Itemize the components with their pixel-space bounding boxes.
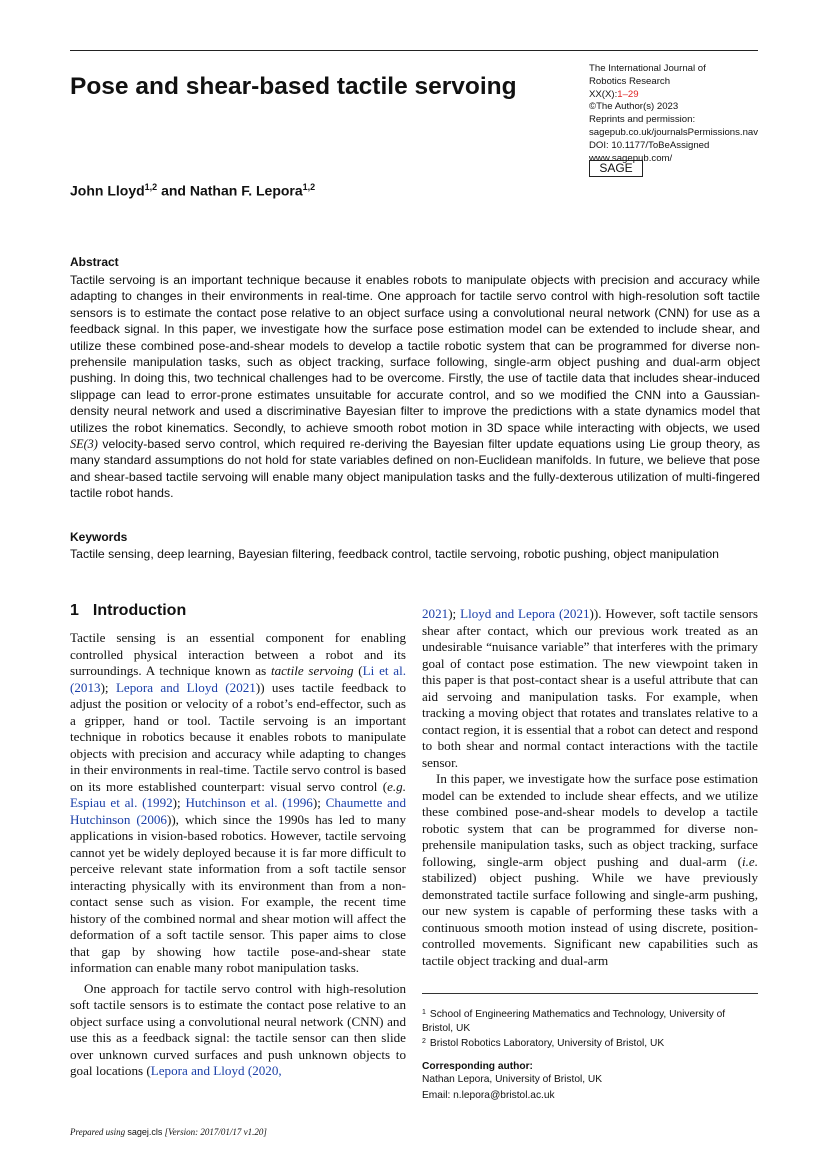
footnote-affiliation-2: $^2$ Bristol Robotics Laboratory, University of Bristol, UK [422,1038,665,1050]
journal-reprints: Reprints and permission: [589,114,696,126]
publisher-logo: SAGE [589,160,643,177]
citation-link[interactable]: Lepora and Lloyd (2020, [150,1063,282,1078]
footnote-rule [422,993,758,994]
citation-link[interactable]: Li et al. (2013 [70,663,407,695]
paragraph: One approach for tactile servo control with high-resolution soft tactile sensors is to estimate the contact pose relative to an object surface using a convolutional neural network (CNN) and use this as a feedback signal: the tactile sensor can then slide over unknown curved surfaces and push unknown objects to goal locations (Lepora and Lloyd (2020, [70,980,406,1078]
footnote-affiliation-1: $^1$ School of Engineering Mathematics and Technology, University of Bristol, UK [422,1009,726,1034]
keywords-heading: Keywords [70,530,128,544]
abstract-body: Tactile servoing is an important technique because it enables robots to manipulate objects with precision and accuracy while adapting to changes in their environments in real-time. One approach for tactile servo control with high-resolution soft tactile sensors is to estimate the contact pose relative to an object surface using a convolutional neural network (CNN) for use as a feedback signal. In this paper, we investigate how the surface pose estimation model can be extended to include shear, and utilize these combined pose-and-shear models to develop a tactile robotic system that can be programmed for diverse non-prehensile manipulation tasks, such as object tracking, surface following, single-arm object pushing and dual-arm object pushing. In doing this, two technical challenges had to be overcome. Firstly, the use of tactile data that includes shear-induced slippage can lead to error-prone estimates unsuitable for accurate control, and so we modified the CNN into a Gaussian-density neural network and used a discriminative Bayesian filter to improve the predictions with a state dynamics model that utilizes the robot kinematics. Secondly, to achieve smooth robot motion in 3D space while interacting with objects, we used SE(3) velocity-based servo control, which required re-deriving the Bayesian filter update equations using Lie group theory, as many standard assumptions do not hold for state variables defined on non-Euclidean manifolds. In future, we believe that pose and shear-based tactile servoing will enable many object manipulation tasks and the fully-dexterous utilization of multi-fingered tactile robot hands. [70,273,760,501]
arxiv-stamp [4,362,38,862]
left-column [70,630,406,1080]
corresponding-author-name: Nathan Lepora, University of Bristol, UK [422,1074,603,1086]
author-list [70,182,315,199]
abstract-heading: Abstract [70,255,119,269]
paragraph: In this paper, we investigate how the surface pose estimation model can be extended to include shear effects, and we utilize these combined pose-and-shear models to develop a tactile robotic system that can be programmed for diverse non-prehensile manipulation tasks, such as object tracking, surface following, single-arm object pushing and dual-arm (i.e. stabilized) object pushing. While we have previously demonstrated tactile surface following and single-arm pushing, our new system is capable of performing these tasks with a continuous smooth motion instead of using discrete, position-controlled movements. Significant new capabilities such as tactile object tracking and dual-arm [422,771,758,968]
journal-website: www.sagepub.com/ [589,152,673,164]
citation-link[interactable]: Lepora and Lloyd (2021 [115,679,256,695]
journal-volume: XX(X):1–29 [589,88,639,100]
journal-permissions-url: sagepub.co.uk/journalsPermissions.nav [589,126,759,138]
keywords-body: Tactile sensing, deep learning, Bayesian filtering, feedback control, tactile servoing, robotic pushing, object manipulation [70,547,719,561]
paragraph: 2021); Lloyd and Lepora (2021)). However, soft tactile sensors shear after contact, which our previous work treated as an undesirable “nuisance variable” that interferes with the primary goal of contact pose estimation. The new viewpoint taken in this paper is that post-contact shear is a useful attribute that can aid servoing and manipulation tasks. For example, when tracking a moving object that rotates and translates relative to a contact region, it is essential that a robot can detect and respond to both shear and normal contact interactions with the tactile sensor. [422,606,758,770]
journal-pages-link[interactable]: 1–29 [617,88,639,100]
journal-copyright: ©The Author(s) 2023 [589,101,679,113]
arxiv-stamp-text [0,0,1,309]
corresponding-author-email[interactable]: Email: n.lepora@bristol.ac.uk [422,1089,555,1101]
section-title: Introduction [92,602,187,619]
right-column [422,606,758,969]
citation-link[interactable]: 2021 [422,606,449,621]
prepared-using-note: Prepared using sagej.cls [Version: 2017/01/17 v1.20] [70,1127,267,1137]
math-se3: SE(3) [70,437,98,452]
paragraph: Tactile sensing is an essential component for enabling controlled physical interaction between a robot and its surroundings. A technique known as tactile servoing (Li et al. (2013); Lepora and Lloyd (2021)) uses tactile feedback to adjust the position or velocity of a robot’s end-effector, such as a gripper, hand or tool. Tactile servoing is an important technique in robotics because it enables robots to manipulate objects with precision and accuracy while adapting to changes in their environments in real-time. Tactile servo control is based on its more established counterpart: visual servo control (e.g. Espiau et al. (1992); Hutchinson et al. (1996); Chaumette and Hutchinson (2006)), which since the 1990s has led to many applications in vision-based robotics. However, tactile servoing cannot yet be widely deployed because it is far more difficult to perceive relevant state information from a soft tactile sensor interacting physically with its environment than from a non-contact sense such as vision. For example, the recent time history of the combined normal and shear motion will affect the deformation of a soft tactile sensor. This paper aims to close that gap by showing how tactile pose-and-shear state information can enable many robot manipulation tasks. [70,630,407,975]
author-affiliation-mark: 1,2 [144,182,158,192]
header-rule [70,50,758,51]
journal-doi: DOI: 10.1177/ToBeAssigned [589,139,710,151]
citation-link[interactable]: Espiau et al. (1992 [70,795,173,810]
paper-title: Pose and shear-based tactile servoing [70,73,517,100]
author-name: John Lloyd [70,182,145,199]
author-affiliation-mark: 1,2 [302,182,316,192]
journal-info [589,63,769,165]
citation-link[interactable]: Chaumette and Hutchinson (2006 [70,795,407,827]
corresponding-author-heading: Corresponding author: [422,1060,533,1072]
citation-link[interactable]: Hutchinson et al. (1996 [185,795,313,810]
citation-link[interactable]: Lloyd and Lepora (2021 [460,606,590,621]
journal-name-line1: The International Journal of [589,63,706,74]
section-number: 1 [70,602,79,619]
footnotes [422,1006,758,1103]
section-heading [70,602,186,620]
journal-name-line2: Robotics Research [589,75,671,87]
author-joiner: and [157,182,190,199]
author-name: Nathan F. Lepora [189,182,303,199]
